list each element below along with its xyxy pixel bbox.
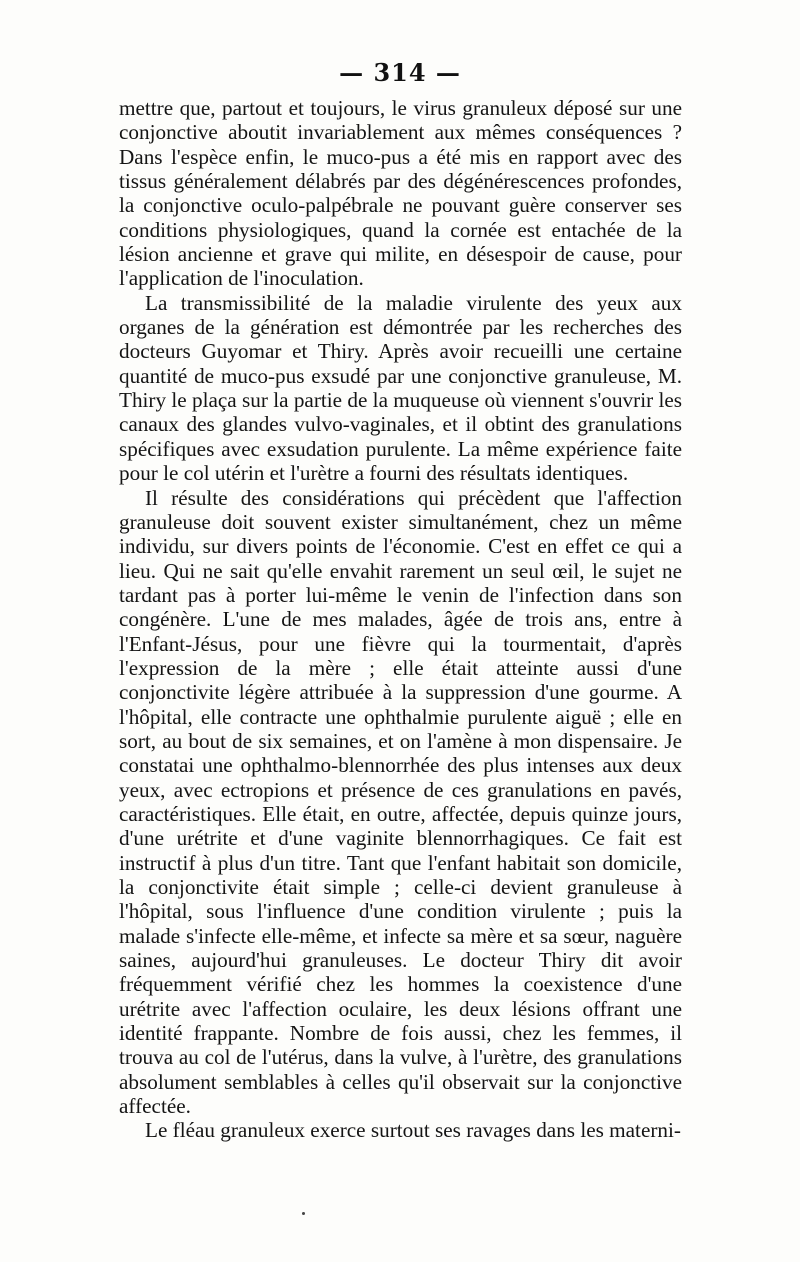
body-text: [119, 96, 682, 1143]
paragraph-1: mettre que, partout et toujours, le virus granuleux déposé sur une conjonctive aboutit invariablement aux mêmes conséquences ? Dans l'espèce enfin, le muco-pus a été mis en rapport avec des tissus généralement délabrés par des dégénérescences profondes, la conjonctive oculo-palpébrale ne pouvant guère conserver ses conditions physiologiques, quand la cornée est entachée de la lésion ancienne et grave qui milite, en désespoir de cause, pour l'application de l'inoculation.: [119, 96, 682, 291]
paragraph-4: Le fléau granuleux exerce surtout ses ravages dans les materni-: [145, 1118, 681, 1143]
page-number: — 314 —: [339, 58, 461, 87]
paragraph-2: La transmissibilité de la maladie virulente des yeux aux organes de la génération est démontrée par les recherches des docteurs Guyomar et Thiry. Après avoir recueilli une certaine quantité de muco-pus exsudé par une conjonctive granuleuse, M. Thiry le plaça sur la partie de la muqueuse où viennent s'ouvrir les canaux des glandes vulvo-vaginales, et il obtint des granulations spécifiques avec exsudation purulente. La même expérience faite pour le col utérin et l'urètre a fourni des résultats identiques.: [119, 290, 682, 486]
paragraph-3: Il résulte des considérations qui précèdent que l'affection granuleuse doit souvent exister simultanément, chez un même individu, sur divers points de l'économie. C'est en effet ce qui a lieu. Qui ne sait qu'elle envahit rarement un seul œil, le sujet ne tardant pas à porter lui-même le venin de l'infection dans son congénère. L'une de mes malades, âgée de trois ans, entre à l'Enfant-Jésus, pour une fièvre qui la tourmentait, d'après l'expression de la mère ; elle était atteinte aussi d'une conjonctivite légère attribuée à la suppression d'une gourme. A l'hôpital, elle contracte une ophthalmie purulente aiguë ; elle en sort, au bout de six semaines, et on l'amène à mon dispensaire. Je constatai une ophthalmo-blennorrhée des plus intenses aux deux yeux, avec ectropions et présence de ces granulations en pavés, caractéristiques. Elle était, en outre, affectée, depuis quinze jours, d'une urétrite et d'une vaginite blennorrhagiques. Ce fait est instructif à plus d'un titre. Tant que l'enfant habitait son domicile, la conjonctivite était simple ; celle-ci devient granuleuse à l'hôpital, sous l'influence d'une condition virulente ; puis la malade s'infecte elle-même, et infecte sa mère et sa sœur, naguère saines, aujourd'hui granuleuses. Le docteur Thiry dit avoir fréquemment vérifié chez les hommes la coexistence d'une urétrite avec l'affection oculaire, les deux lésions offrant une identité frappante. Nombre de fois aussi, chez les femmes, il trouva au col de l'utérus, dans la vulve, à l'urètre, des granulations absolument semblables à celles qu'il observait sur la conjonctive affectée.: [119, 485, 682, 1119]
ink-speck: [302, 1212, 305, 1215]
